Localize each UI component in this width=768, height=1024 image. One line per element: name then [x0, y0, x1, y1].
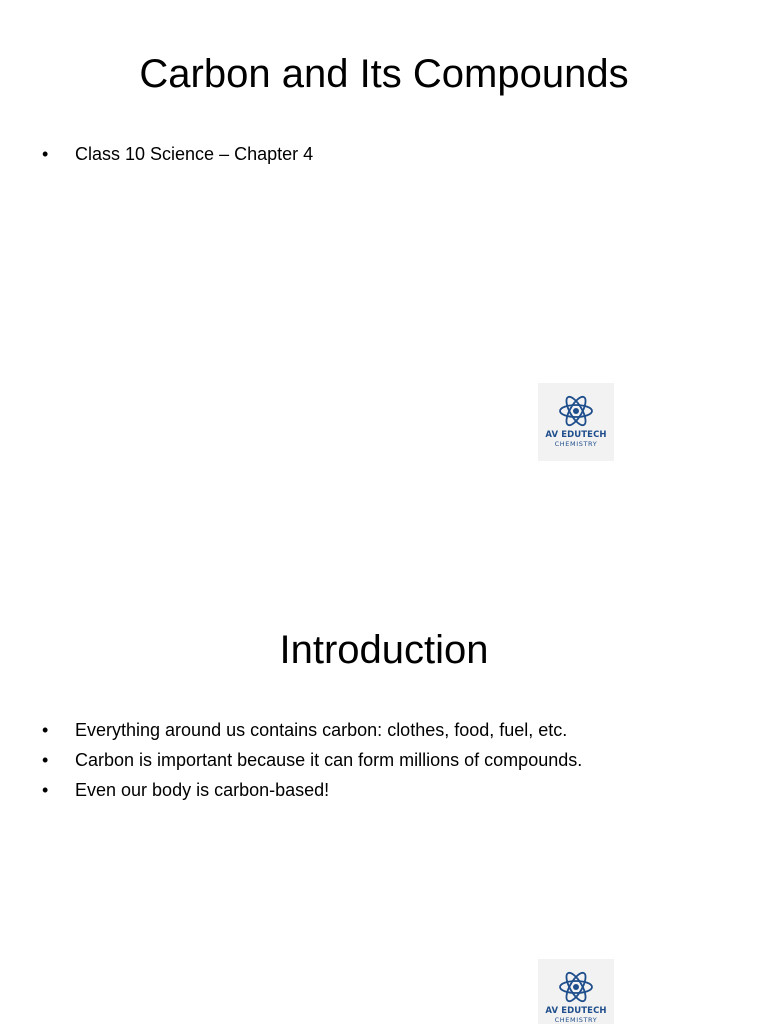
- logo-subtitle: CHEMISTRY: [554, 1016, 598, 1024]
- bullet-item: [42, 139, 732, 169]
- bullet-item: [42, 745, 732, 775]
- bullet-list: [42, 715, 732, 805]
- bullet-dot-icon: •: [42, 750, 49, 770]
- atom-icon: [558, 969, 594, 1005]
- slide-title: Carbon and Its Compounds: [139, 52, 629, 96]
- bullet-text: Even our body is carbon-based!: [75, 780, 330, 800]
- logo-subtitle: CHEMISTRY: [554, 440, 598, 448]
- bullet-text: Class 10 Science – Chapter 4: [75, 144, 314, 164]
- bullet-text: Carbon is important because it can form millions of compounds.: [75, 750, 583, 770]
- slide-title: Introduction: [279, 628, 489, 672]
- slide-2: [0, 576, 768, 1024]
- av-edutech-logo: [538, 959, 614, 1024]
- bullet-text: Everything around us contains carbon: clothes, food, fuel, etc.: [75, 720, 568, 740]
- av-edutech-logo: [538, 383, 614, 461]
- atom-icon: [558, 393, 594, 429]
- bullet-dot-icon: •: [42, 144, 49, 164]
- logo-name: AV EDUTECH: [545, 1006, 607, 1016]
- bullet-item: [42, 775, 732, 805]
- bullet-dot-icon: •: [42, 780, 49, 800]
- bullet-item: [42, 715, 732, 745]
- bullet-dot-icon: •: [42, 720, 49, 740]
- bullet-list: [42, 139, 732, 169]
- logo-name: AV EDUTECH: [545, 430, 607, 440]
